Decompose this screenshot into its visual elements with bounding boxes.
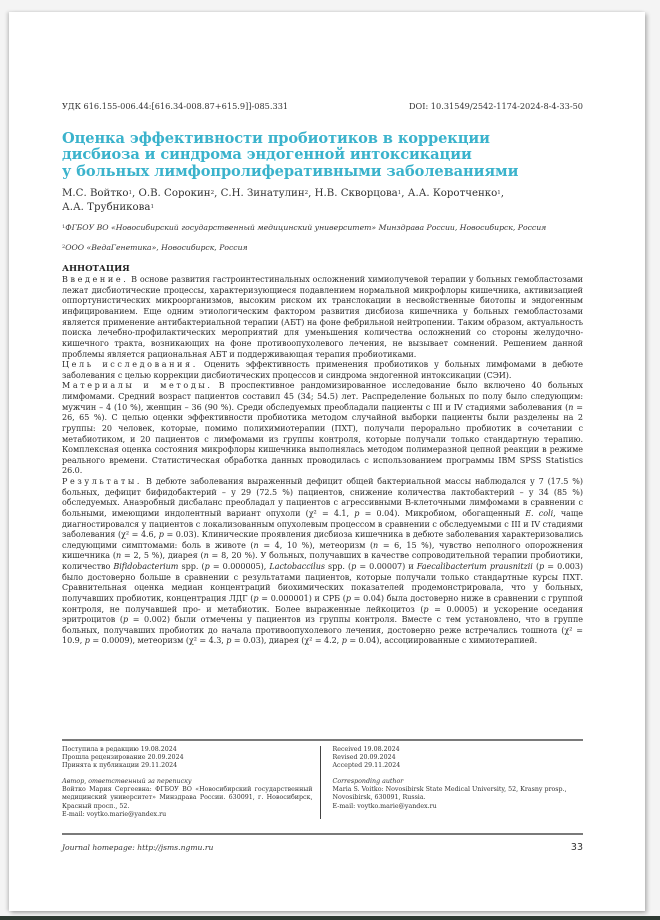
section-lead: Введение. (62, 275, 129, 285)
affiliation-mark: 2 (210, 190, 215, 197)
affiliation-mark: 2 (304, 190, 309, 197)
corresponding-email[interactable]: E-mail: voytko.marie@yandex.ru (332, 802, 437, 810)
page-number: 33 (570, 842, 583, 853)
page-content (62, 101, 583, 647)
journal-homepage[interactable]: Journal homepage: http://jsms.ngmu.ru (62, 843, 214, 852)
italic-term: p (351, 562, 357, 572)
history-english (321, 746, 584, 819)
affiliation-text: ФГБОУ ВО «Новосибирский государственный медицинский университет» Минздрава России, Новосибирск, Россия (65, 223, 547, 233)
italic-term: p (341, 636, 347, 646)
section-text: = 0.000001) и СРБ ( (258, 593, 346, 603)
author-name: О.В. Сорокин (138, 188, 211, 200)
section-text: = 2, 5 %), диарея ( (121, 551, 204, 561)
section-text: = 0.03). Клинические проявления дисбиоза кишечника в дебюте заболевания характеризовались следующими симптомами: боль в животе ( (62, 530, 583, 550)
section-text: , чаще диагностировался у пациентов с локализованным опухолевым процессом в сравнении с обследуемыми с III и IV стадиями заболевания (χ² = 4.6, (62, 508, 583, 540)
section-text: В основе развития гастроинтестинальных осложнений химиолучевой терапии у больных гемобластозами лежат дисбиотические процессы, характеризующиеся подавлением нормальной микрофлоры кишечника, активизацией оппортунистических микроорганизмов, высоким риском их транслокации в несвойственные биотопы и эндогенным инфицированием. Еще одним этиологическим фактором развития дисбиоза кишечника у больных гемобластозами является применение антибактериальной терапии (АБТ) на фоне фебрильной нейтропении. Таким образом, актуальность поиска лечебно-профилактических мероприятий для уменьшения количества осложнений со стороны желудочно-кишечного тракта, возникающих на фоне противоопухолевого лечения, не вызывает сомнений. Решением данной проблемы является рациональная АБТ и поддерживающая терапия пробиотиками. (62, 275, 583, 359)
divider (62, 833, 583, 835)
author (315, 188, 408, 199)
affiliation-mark: 1 (497, 190, 501, 197)
author-list (62, 187, 583, 215)
separator: , (214, 188, 221, 200)
author (138, 188, 220, 199)
italic-term: n (253, 540, 259, 550)
author (62, 188, 138, 199)
title-line: у больных лимфопролиферативными заболеваниями (62, 162, 519, 180)
section-text: = 0.04). Микробиом, обогащенный (359, 508, 526, 518)
italic-term: Faecalibacterium prausnitzii (416, 562, 533, 572)
article-history (62, 746, 583, 819)
section-text: spp. ( (324, 562, 352, 572)
section-text: В дебюте заболевания выраженный дефицит общей бактериальной массы наблюдался у 7 (17.5 %) больных, дефицит бифидобактерий – у 29 (72.5 %) пациентов, снижение количества лактобактерий – у 34 (85 %) обследуемых. Анаэробный дисбаланс преобладал у пациентов с агрессивными В-клеточными лимфомами в сравнении с больными, имеющими индолентный вариант опухоли (χ² = 4.1, (62, 477, 583, 518)
section-text: spp. ( (178, 562, 205, 572)
doi[interactable]: DOI: 10.31549/2542-1174-2024-8-4-33-50 (408, 101, 583, 111)
section-text: = 0.000005), (209, 562, 270, 572)
italic-term: Lactobaccilus (269, 562, 325, 572)
section-text: = 6, 15 %), чувство неполного опорожнения кишечника ( (62, 540, 583, 561)
corresponding-author-label: Corresponding author (332, 778, 404, 786)
abstract-introduction (62, 275, 583, 360)
article-meta (62, 101, 583, 111)
section-lead: Цель исследования. (62, 360, 198, 370)
affiliation-mark: 1 (150, 204, 154, 211)
section-text: = 0.0005) и ускорение оседания эритроцитов ( (62, 604, 583, 625)
section-lead: Материалы и методы. (62, 381, 213, 391)
author-name: С.Н. Зинатулин (220, 188, 305, 200)
affiliation-text: ООО «ВедаГенетика», Новосибирск, Россия (65, 242, 248, 252)
author-name: А.А. Трубникова (62, 202, 151, 214)
section-text: = 0.04) была достоверно ниже в сравнении с группой контроля, не получавшей про- и метабиотик. Более выраженные лейкоцитоз ( (62, 593, 583, 614)
section-text: = 0.003) было достоверно больше в сравнении с результатами пациентов, которые получали только стандартные курсы ПХТ. Сравнительная оценка медиан концентраций биохимических показателей продемонстрировала, что у больных, получавших пробиотик, концентрация ЛДГ ( (62, 562, 583, 603)
abstract-methods (62, 381, 583, 477)
section-text: = 0.04), ассоциированные с химиотерапией. (346, 636, 538, 646)
history-russian (62, 746, 321, 819)
section-text: = 0.0009), метеоризм (χ² = 4.3, (89, 636, 227, 646)
author (408, 188, 504, 199)
italic-term: p (226, 636, 232, 646)
corresponding-email[interactable]: E-mail: voytko.marie@yandex.ru (62, 810, 167, 818)
section-text: = 0.03), диарея (χ² = 4.2, (231, 636, 342, 646)
affiliation (62, 222, 583, 234)
section-text: Оценить эффективность применения пробиотиков у больных лимфомами в дебюте заболевания с целью коррекции дисбиотических процессов и синдрома эндогенной интоксикации (СЭИ). (62, 360, 583, 380)
author-name: М.С. Войтко (62, 188, 129, 200)
accepted-date: Accepted 29.11.2024 (332, 762, 401, 770)
author (221, 188, 315, 199)
affiliation-mark: 1 (397, 190, 402, 197)
italic-term: p (345, 593, 351, 603)
title-line: Оценка эффективности пробиотиков в коррекции (62, 130, 490, 147)
received-date: Поступила в редакцию 19.08.2024 (62, 746, 177, 753)
section-text: = 8, 20 %). У больных, получавших в качестве сопроводительной терапии пробиотики, количество (62, 551, 583, 572)
separator: , (401, 188, 408, 200)
italic-term: E. coli (525, 508, 554, 518)
italic-term: p (253, 593, 259, 603)
affiliation-number: 2 (62, 243, 66, 250)
italic-term: n (203, 551, 209, 561)
separator: , (308, 188, 315, 200)
abstract (62, 264, 583, 647)
accepted-date: Принята к публикации 29.11.2024 (62, 762, 178, 770)
section-text: = 26, 65 %). С целью оценки эффективности пробиотика методом случайной выборки пациенты были разделены на 2 группы: 20 человек, которые, помимо полихимиотерапии (ПХТ), получали перорально пробиотик в сочетании с метабиотиком, и 20 пациентов с лимфомами из группы контроля, которые получали только стандартную терапию. Комплексная оценка состояния микрофлоры кишечника выполнялась методом полимеразной цепной реакции в режиме реального времени. Статистическая обработка данных проводилась с использованием программы IBM SPSS Statistics 26.0. (62, 402, 583, 476)
affiliation-mark: 1 (128, 190, 132, 197)
received-date: Received 19.08.2024 (332, 746, 400, 753)
italic-term: n (373, 540, 379, 550)
window-bottom-bar (0, 916, 660, 920)
affiliation-number: 1 (62, 224, 66, 231)
abstract-results (62, 477, 583, 647)
author (62, 202, 154, 213)
separator: , (500, 188, 505, 200)
section-text: = 4, 10 %), метеоризм ( (258, 540, 374, 550)
revised-date: Прошла рецензирование 20.09.2024 (62, 754, 184, 762)
page-footer (62, 842, 583, 853)
section-text: = 0.00007) и (356, 562, 417, 572)
abstract-aim (62, 360, 583, 381)
corresponding-author-info: Войтко Мария Сергеевна: ФГБОУ ВО «Новосибирский государственный медицинский университет» Минздрава России. 630091, г. Новосибирск, Красный просп., 52. (62, 786, 313, 810)
corresponding-author-label: Автор, ответственный за переписку (62, 778, 192, 786)
article-title (62, 131, 583, 180)
author-name: А.А. Коротченко (407, 188, 498, 200)
divider (62, 739, 583, 741)
abstract-heading: АННОТАЦИЯ (62, 264, 130, 275)
affiliation (62, 242, 583, 254)
author-name: Н.В. Скворцова (314, 188, 398, 200)
section-text: В проспективное рандомизированное исследование было включено 40 больных лимфомами. Средний возраст пациентов составил 45 (34; 54.5) лет. Распределение больных по полу было следующим: мужчин – 4 (10 %), женщин – 36 (90 %). Среди обследуемых преобладали пациенты с III и IV стадиями заболевания ( (62, 381, 583, 412)
italic-term: Bifidobacterium (113, 562, 179, 572)
revised-date: Revised 20.09.2024 (332, 754, 396, 762)
udk-code: УДК 616.155-006.44:[616.34-008.87+615.9]]-085.331 (62, 101, 289, 111)
italic-term: p (204, 562, 210, 572)
italic-term: p (158, 530, 164, 540)
section-text: = 0.002) были отмечены у пациентов из группы контроля. Вместе с тем установлено, что в группе больных, получавших пробиотик до начала противоопухолевого лечения, достоверно реже встречались тошнота (χ² = 10.9, (62, 615, 583, 646)
document-page (9, 12, 645, 911)
italic-term: p (423, 604, 429, 614)
italic-term: p (123, 615, 129, 625)
section-lead: Результаты. (62, 477, 143, 487)
separator: , (132, 188, 139, 200)
italic-term: p (539, 562, 545, 572)
italic-term: n (115, 551, 122, 561)
italic-term: p (84, 636, 90, 646)
section-text: n (568, 402, 574, 412)
italic-term: p (354, 508, 360, 518)
title-line: дисбиоза и синдрома эндогенной интоксикации (62, 146, 472, 164)
corresponding-author-info: Maria S. Voitko: Novosibirsk State Medical University, 52, Krasny prosp., Novosibirsk, 630091, Russia. (332, 786, 567, 802)
section-text: ( (532, 562, 540, 572)
